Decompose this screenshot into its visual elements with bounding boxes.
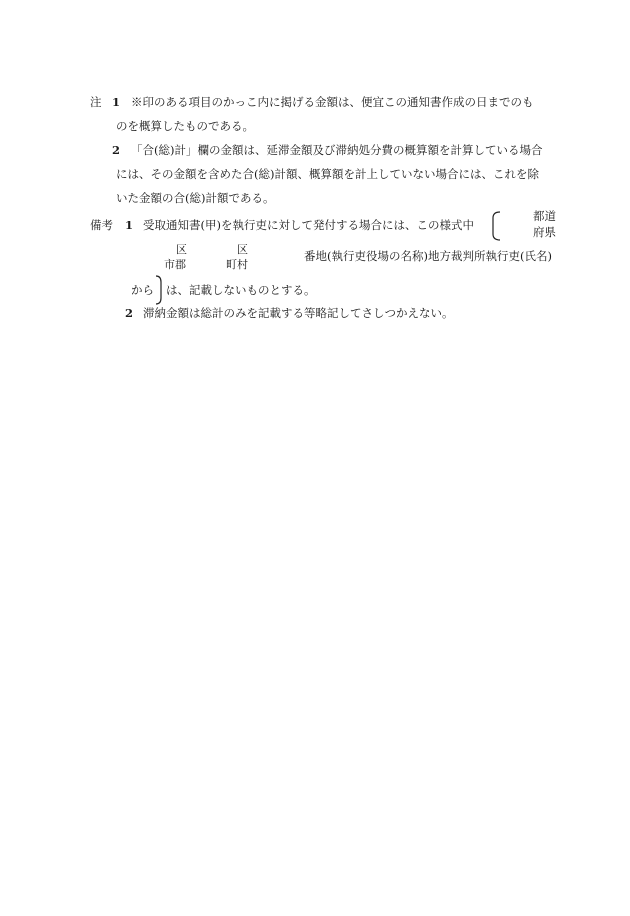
remark-1-tail: は、記載しないものとする。 [166,283,316,297]
address-office-name: 番地(執行吏役場の名称)地方裁判所執行吏(氏名) [304,249,552,263]
remark-2-text: 滞納金額は総計のみを記載する等略記してさしつかえない。 [143,306,454,320]
right-bracket [154,274,164,306]
remark-1-number: 1 [125,218,134,232]
note-1-line-2: のを概算したものである。 [116,119,254,133]
ward-label-2: 区 [237,243,248,256]
note-2-number: 2 [112,143,121,157]
note-2-line-2: には、その金額を含めた合(総)計額、概算額を計上していない場合には、これを除 [116,167,539,181]
remark-1-text: 受取通知書(甲)を執行吏に対して発付する場合には、この様式中 [143,218,474,232]
note-1-line-1: ※印のある項目のかっこ内に掲げる金額は、便宜この通知書作成の日までのも [131,95,534,109]
city-county-label: 市郡 [164,258,186,271]
prefecture-bottom: 府県 [533,225,556,239]
remarks-label: 備考 [90,218,113,232]
note-2-line-3: いた金額の合(総)計額である。 [116,191,275,205]
notes-label: 注 [90,95,102,109]
remark-2-number: 2 [125,306,134,320]
note-1-number: 1 [112,95,121,109]
town-village-label: 町村 [226,258,248,271]
ward-label-1: 区 [176,243,187,256]
kara-text: から [131,283,154,297]
left-bracket [490,210,502,242]
note-2-line-1: 「合(総)計」欄の金額は、延滞金額及び滞納処分費の概算額を計算している場合 [131,143,543,157]
prefecture-top: 都道 [533,209,556,223]
